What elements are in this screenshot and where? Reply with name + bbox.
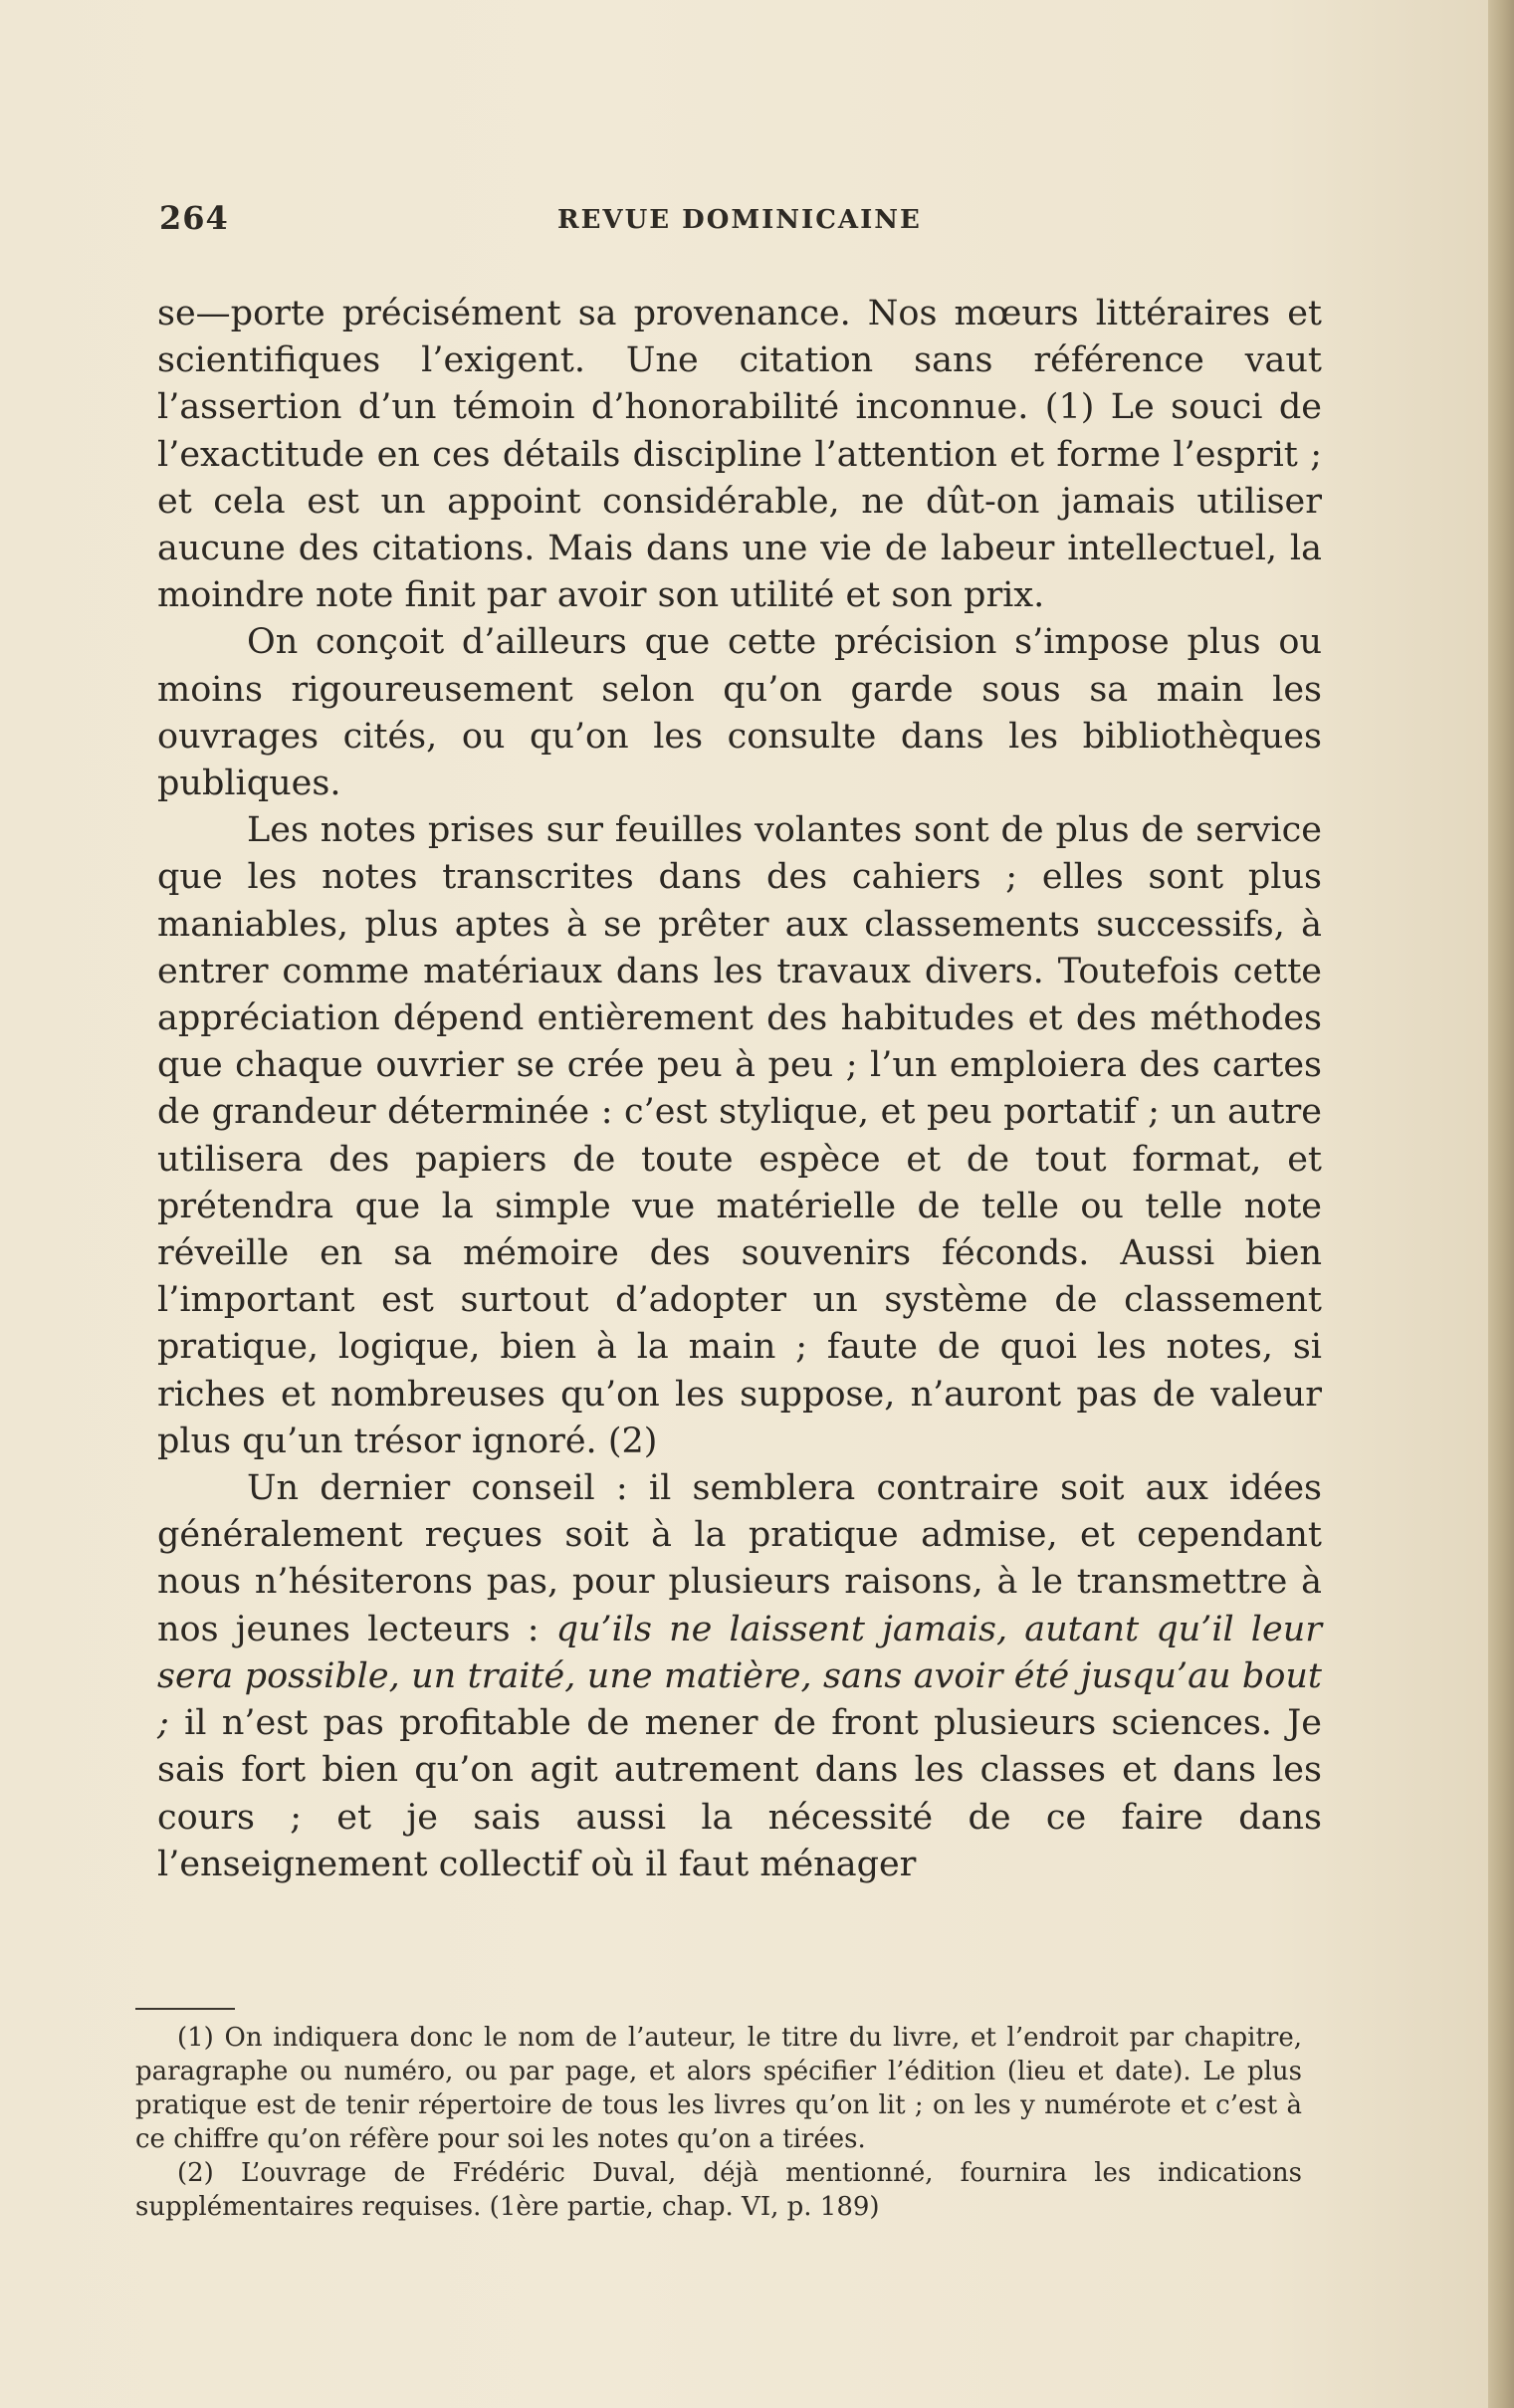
footnotes xyxy=(135,2021,1302,2224)
paragraph-4-italic: qu’ils ne laissent jamais, autant qu’il leur sera possible, un traité, une matière, sans avoir été jusqu’au bout ; xyxy=(157,1609,1322,1744)
running-title: REVUE DOMINICAINE xyxy=(557,205,922,235)
paragraph-4 xyxy=(157,1465,1322,1888)
paragraph-4-end: il n’est pas profitable de mener de front plusieurs sciences. Je sais fort bien qu’on agit autrement dans les classes et dans les cours ; et je sais aussi la nécessité de ce faire dans l’enseignement collectif où il faut ménager xyxy=(157,1703,1322,1884)
footnote-1: (1) On indiquera donc le nom de l’auteur, le titre du livre, et l’endroit par chapitre, paragraphe ou numéro, ou par page, et alors spécifier l’édition (lieu et date). Le plus pratique est de tenir répertoire de tous les livres qu’on lit ; on les y numérote et c’est à ce chiffre qu’on réfère pour soi les notes qu’on a tirées. xyxy=(135,2023,1302,2154)
paragraph-4-start: Un dernier conseil : il semblera contraire soit aux idées généralement reçues soit à la pratique admise, et cependant nous n’hésiterons pas, pour plusieurs raisons, à le transmettre à nos jeunes lecteurs : xyxy=(157,1468,1322,1649)
paragraph-1: se—porte précisément sa provenance. Nos mœurs littéraires et scientifiques l’exigent. Une citation sans référence vaut l’assertion d’un témoin d’honorabilité inconnue. (1) Le souci de l’exactitude en ces détails discipline l’attention et forme l’esprit ; et cela est un appoint considérable, ne dût-on jamais utiliser aucune des citations. Mais dans une vie de labeur intellectuel, la moindre note finit par avoir son utilité et son prix. xyxy=(157,294,1322,616)
footnote-2: (2) L’ouvrage de Frédéric Duval, déjà mentionné, fournira les indications supplémentaires requises. (1ère partie, chap. VI, p. 189) xyxy=(135,2158,1302,2222)
paragraph-2: On conçoit d’ailleurs que cette précision s’impose plus ou moins rigoureusement selon qu’on garde sous sa main les ouvrages cités, ou qu’on les consulte dans les bibliothèques publiques. xyxy=(157,622,1322,804)
footnote-divider xyxy=(135,2008,235,2010)
body-text xyxy=(157,291,1322,1888)
page-header xyxy=(159,199,1324,249)
paragraph-3: Les notes prises sur feuilles volantes sont de plus de service que les notes transcrites dans des cahiers ; elles sont plus maniables, plus aptes à se prêter aux classements successifs, à entrer comme matériaux dans les travaux divers. Toutefois cette appréciation dépend entièrement des habitudes et des méthodes que chaque ouvrier se crée peu à peu ; l’un emploiera des cartes de grandeur déterminée : c’est stylique, et peu portatif ; un autre utilisera des papiers de toute espèce et de tout format, et prétendra que la simple vue matérielle de telle ou telle note réveille en sa mémoire des souvenirs féconds. Aussi bien l’important est surtout d’adopter un système de classement pratique, logique, bien à la main ; faute de quoi les notes, si riches et nombreuses qu’on les suppose, n’auront pas de valeur plus qu’un trésor ignoré. (2) xyxy=(157,810,1322,1461)
page-number: 264 xyxy=(159,199,229,237)
book-spine-edge xyxy=(1488,0,1514,2408)
